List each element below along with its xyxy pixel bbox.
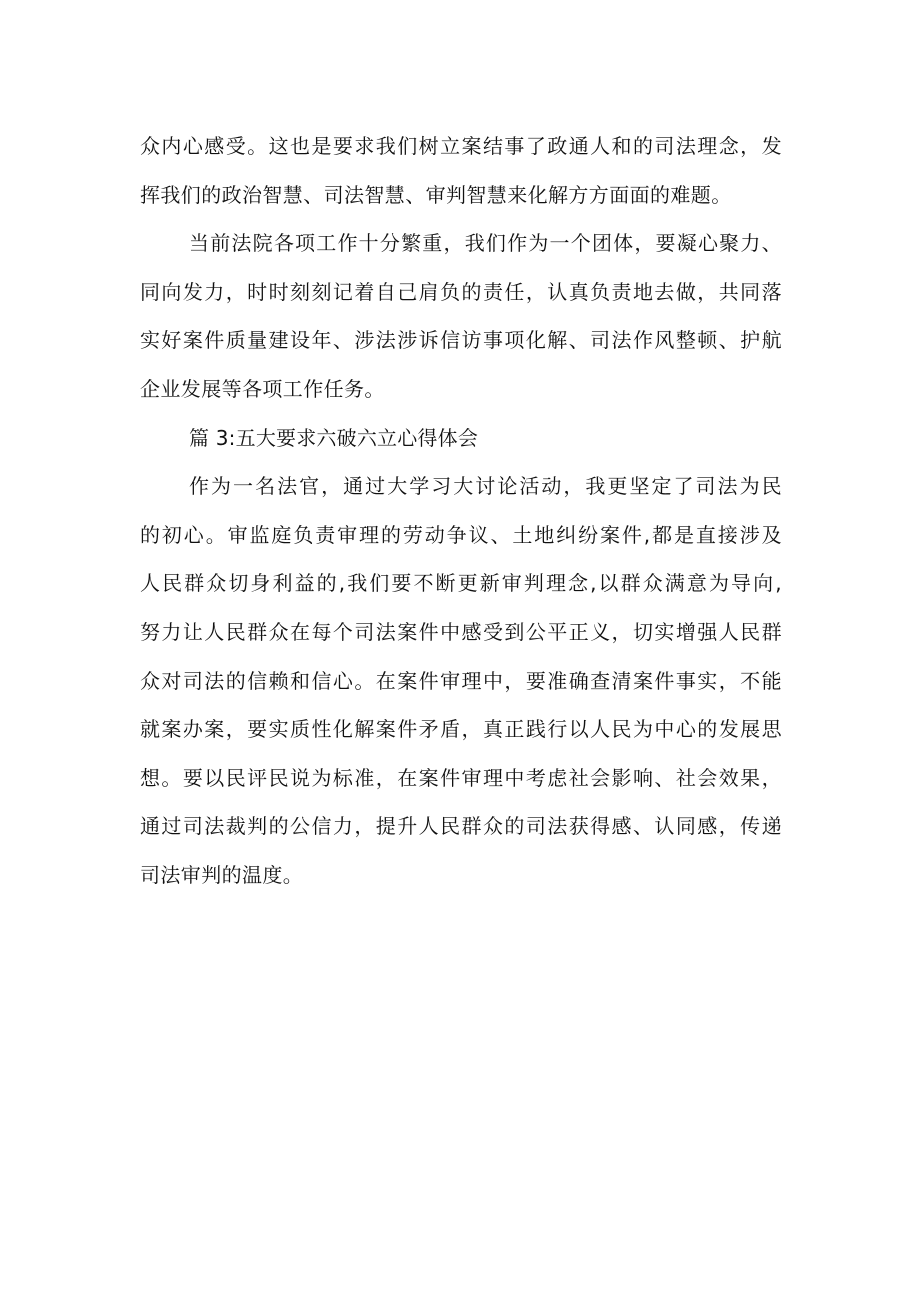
body-line: 同向发力，时时刻刻记着自己肩负的责任，认真负责地去做，共同落	[140, 279, 782, 304]
body-line: 挥我们的政治智慧、司法智慧、审判智慧来化解方方面面的难题。	[140, 182, 732, 207]
body-line: 想。要以民评民说为标准，在案件审理中考虑社会影响、社会效果，	[140, 765, 782, 790]
paragraph-first-line: 作为一名法官，通过大学习大讨论活动，我更坚定了司法为民	[189, 474, 782, 499]
body-line: 企业发展等各项工作任务。	[140, 376, 385, 401]
body-line: 司法审判的温度。	[140, 862, 304, 887]
section-heading: 篇 3:五大要求六破六立心得体会	[189, 425, 479, 450]
body-line: 努力让人民群众在每个司法案件中感受到公平正义，切实增强人民群	[140, 619, 782, 644]
body-line: 就案办案，要实质性化解案件矛盾，真正践行以人民为中心的发展思	[140, 717, 782, 742]
body-line: 众内心感受。这也是要求我们树立案结事了政通人和的司法理念，发	[140, 134, 782, 158]
paragraph-first-line: 当前法院各项工作十分繁重，我们作为一个团体，要凝心聚力、	[189, 231, 782, 256]
body-line: 通过司法裁判的公信力，提升人民群众的司法获得感、认同感，传递	[140, 814, 782, 839]
body-line: 人民群众切身利益的,我们要不断更新审判理念,以群众满意为导向,	[140, 571, 782, 596]
body-line: 的初心。审监庭负责审理的劳动争议、土地纠纷案件,都是直接涉及	[140, 522, 782, 547]
body-line: 实好案件质量建设年、涉法涉诉信访事项化解、司法作风整顿、护航	[140, 328, 782, 353]
body-line: 众对司法的信赖和信心。在案件审理中，要准确查清案件事实，不能	[140, 668, 782, 693]
document-body	[140, 122, 782, 900]
